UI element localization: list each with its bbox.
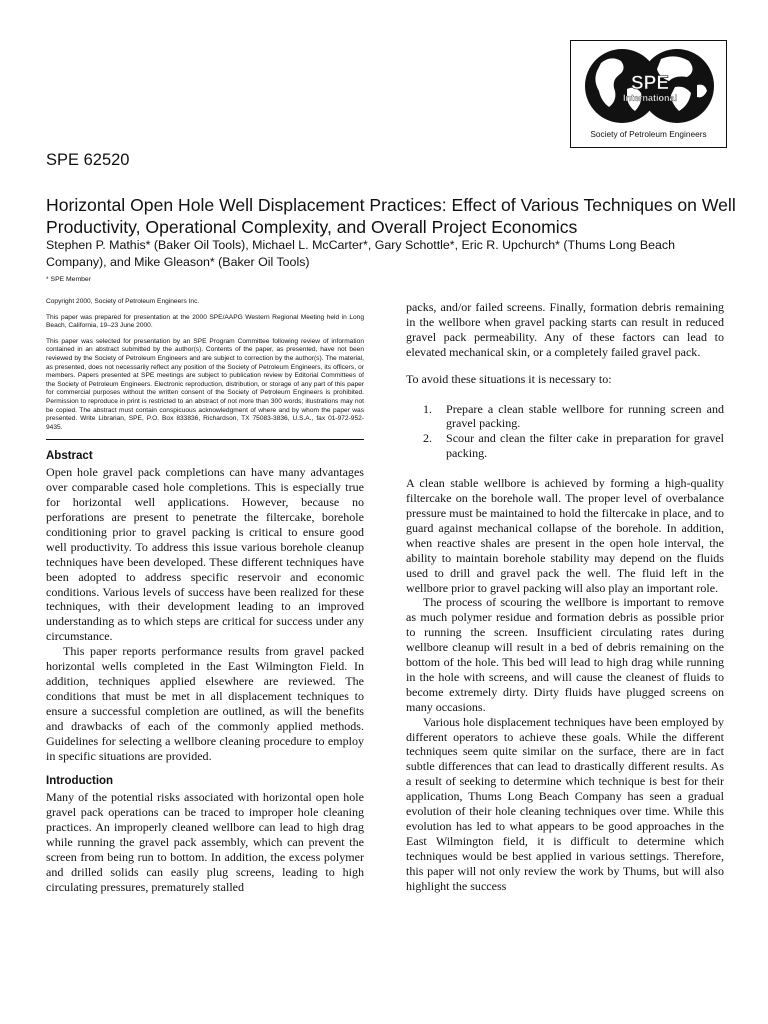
- logo-spe-text: SPE: [630, 73, 670, 94]
- member-note: * SPE Member: [46, 276, 91, 283]
- list-item-text: Prepare a clean stable wellbore for running screen and gravel packing.: [446, 401, 724, 431]
- logo-international-text: International: [622, 93, 678, 103]
- body-paragraph: Various hole displacement techniques have been employed by different operators to achieve these goals. While the different techniques seem quite similar on the surface, there are in fact subtle differences that can lead to drastically different results. As a result of seeking to determine which technique is best for their application, Thums Long Beach Company has seen a gradual evolution of their hole cleaning techniques over time. While this evolution has led to what appears to be good approaches in the East Wilmington field, it is difficult to determine which techniques would be best applied in various settings. Therefore, this paper will not only review the work by Thums, but will also highlight the success: [406, 714, 724, 893]
- paper-title: Horizontal Open Hole Well Displacement Practices: Effect of Various Techniques on Well Productivity, Operational Complexity, and Overall Project Economics: [46, 195, 736, 237]
- left-column: [46, 298, 364, 895]
- list-item-number: 2.: [423, 431, 433, 446]
- list-item-number: 1.: [423, 401, 433, 416]
- list-item: [406, 431, 724, 461]
- right-column: [406, 300, 724, 894]
- body-paragraph: To avoid these situations it is necessary to:: [406, 371, 612, 386]
- presentation-notice: This paper was prepared for presentation at the 2000 SPE/AAPG Western Regional Meeting held in Long Beach, California, 19–23 June 2000.: [46, 313, 364, 330]
- list-item: [406, 402, 724, 432]
- list-item-text: Scour and clean the filter cake in preparation for gravel packing.: [446, 431, 724, 461]
- introduction-paragraph: Many of the potential risks associated with horizontal open hole gravel pack operations can be traced to improper hole cleaning practices. An improperly cleaned wellbore can lead to high drag while running the gravel pack assembly, which can prevent the screen from being run to bottom. In addition, the excess polymer and drilled solids can easily plug screens, leading to high circulating pressures, prematurely stalled: [46, 790, 364, 894]
- abstract-paragraph: Open hole gravel pack completions can have many advantages over comparable cased hole completions. This is especially true for horizontal well applications. However, because no perforations are present to penetrate the filtercake, borehole conditioning prior to gravel packing is critical to ensure good well productivity. To address this issue various borehole cleanup techniques have been developed. These different techniques have been adopted to address specific reservoir and economic conditions. Various levels of success have been realized for these techniques, with their development leading to an improved understanding as to which steps are critical for success under any circumstance.: [46, 465, 364, 644]
- body-paragraph: The process of scouring the wellbore is important to remove as much polymer residue and formation debris as possible prior to running the screen. Insufficient circulating rates during wellbore cleanup will result in a bed of debris remaining on the bottom of the hole. This bed will lead to high drag while running in the hole with screens, and will cause the cleanest of fluids to become extremely dirty. Dirty fluids have plugged screens on many occasions.: [406, 595, 724, 714]
- copyright-notice: Copyright 2000, Society of Petroleum Engineers Inc.: [46, 298, 200, 305]
- section-divider: [46, 439, 364, 440]
- introduction-heading: Introduction: [46, 775, 114, 788]
- paper-number: SPE 62520: [46, 151, 130, 169]
- selection-disclaimer: This paper was selected for presentation by an SPE Program Committee following review of information contained in an abstract submitted by the author(s). Contents of the paper, as presented, have not been reviewed by the Society of Petroleum Engineers and are subject to correction by the author(s). The material, as presented, does not necessarily reflect any position of the Society of Petroleum Engineers, its officers, or members. Papers presented at SPE meetings are subject to publication review by Editorial Committees of the Society of Petroleum Engineers. Electronic reproduction, distribution, or storage of any part of this paper for commercial purposes without the written consent of the Society of Petroleum Engineers is prohibited. Permission to reproduce in print is restricted to an abstract of not more than 300 words; illustrations may not be copied. The abstract must contain conspicuous acknowledgment of where and by whom the paper was presented. Write Librarian, SPE, P.O. Box 833836, Richardson, TX 75083-3836, U.S.A., fax 01-972-952-9435.: [46, 337, 364, 431]
- author-list: Stephen P. Mathis* (Baker Oil Tools), Michael L. McCarter*, Gary Schottle*, Eric R. Upchurch* (Thums Long Beach Company), and Mike Gleason* (Baker Oil Tools): [46, 238, 675, 269]
- spe-logo: [570, 40, 727, 148]
- body-paragraph: packs, and/or failed screens. Finally, formation debris remaining in the wellbore when gravel packing starts can result in reduced gravel pack permeability. Any of these factors can lead to elevated mechanical skin, or a completely failed gravel pack.: [406, 300, 724, 359]
- body-paragraph: A clean stable wellbore is achieved by forming a high-quality filtercake on the borehole wall. The proper level of overbalance pressure must be maintained to hold the filtercake in place, and to guard against mechanical collapse of the borehole. In addition, when reactive shales are present in the open hole interval, the ability to maintain borehole stability may depend on the fluids used to drill and gravel pack the well. The fluid left in the wellbore prior to gravel packing will also play an important role.: [406, 476, 724, 595]
- numbered-list: [406, 402, 724, 462]
- globe-emblem-icon: [571, 41, 728, 131]
- logo-caption: Society of Petroleum Engineers: [590, 129, 707, 139]
- abstract-heading: Abstract: [46, 450, 93, 463]
- abstract-paragraph: This paper reports performance results from gravel packed horizontal wells completed in the East Wilmington Field. In addition, techniques applied elsewhere are reviewed. The conditions that must be met in all displacement techniques to ensure a successful completion are outlined, as will the benefits and drawbacks of each of the commonly applied methods. Guidelines for selecting a wellbore cleaning procedure to employ in specific situations are provided.: [46, 644, 364, 763]
